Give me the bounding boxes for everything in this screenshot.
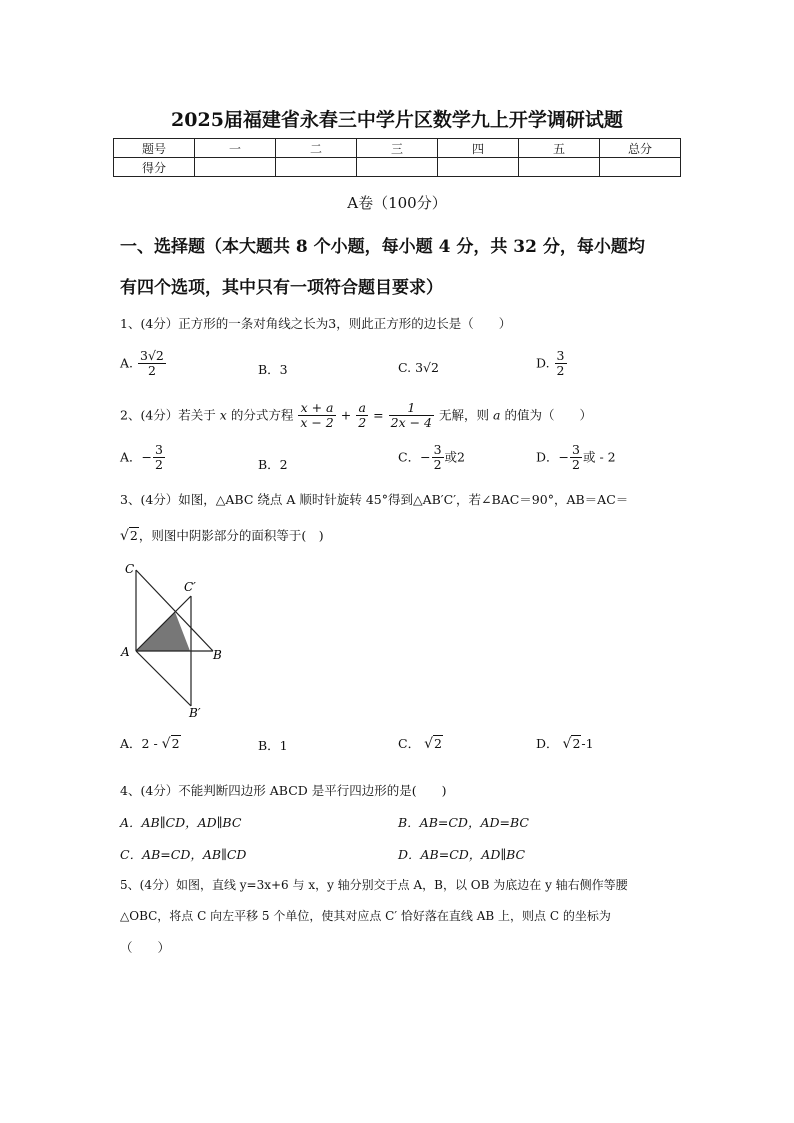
q2-text-post: 无解，则 [439,407,490,423]
radicand: 2 [129,528,138,543]
option-label: D． [536,449,559,465]
fraction [389,401,434,431]
q3-option-c [398,734,443,752]
q2-option-c [398,443,465,473]
score-cell [438,158,519,177]
label-b: B [213,648,222,662]
option-label: A. [120,355,134,371]
numerator: 3 [556,348,565,363]
denominator: 2 [556,363,565,379]
option-label: A． [120,736,142,751]
fraction [432,443,444,473]
table-cell: 四 [438,139,519,158]
radical: √2 [424,736,442,752]
question-5-line1: 5、(4分）如图，直线 y=3x+6 与 x，y 轴分别交于点 A，B，以 OB 为底边在 y 轴右侧作等腰 [120,878,628,892]
option-tail: 或2 [444,449,465,465]
radical: √2 [161,736,180,752]
table-cell: 三 [357,139,438,158]
q2-text-end: 的值为（ ） [504,407,592,423]
q2-variable-x: x [219,407,227,423]
q3-option-b: B．1 [258,738,288,753]
q2-text-mid: 的分式方程 [230,407,294,423]
radicand: 2 [433,736,442,751]
q2-variable-a: a [493,407,501,423]
question-4-text: 4、(4分）不能判断四边形 ABCD 是平行四边形的是( ) [120,783,447,798]
label-c-prime: C′ [184,580,196,594]
score-cell [276,158,357,177]
q3-text-end: ，则图中阴影部分的面积等于( ) [138,528,324,543]
denominator: 2 [358,415,367,431]
numerator: x + a [298,401,335,416]
q4-option-c: C．AB=CD，AB∥CD [120,847,247,862]
fraction [570,443,582,473]
fraction [356,401,368,431]
label-a: A [121,645,130,659]
option-prefix: 2 - [141,736,158,751]
question-5-line3: （ ） [120,940,171,955]
question-5-line2: △OBC，将点 C 向左平移 5 个单位，使其对应点 C′ 恰好落在直线 AB 上，则点 C 的坐标为 [120,909,611,923]
option-label: C． [398,736,421,751]
option-label: A． [120,449,142,465]
q4-option-d: D．AB=CD，AD∥BC [398,847,526,862]
paper-subtitle: A卷（100分） [347,194,447,212]
table-cell: 五 [519,139,600,158]
option-suffix: -1 [581,736,594,751]
question-3-line1: 3、(4分）如图，△ABC 绕点 A 顺时针旋转 45°得到△AB′C′，若∠BAC＝90°，AB＝AC＝ [120,492,629,507]
table-cell: 得分 [114,158,195,177]
denominator: x − 2 [300,415,334,431]
radical-value: 3√2 [415,360,439,375]
score-cell [519,158,600,177]
q2-option-b: B．2 [258,457,288,472]
q2-text-pre: 2、(4分）若关于 [120,407,216,423]
score-cell [600,158,681,177]
fraction [555,349,567,379]
q4-option-b: B．AB=CD，AD=BC [398,815,529,830]
numerator: 3√2 [140,348,164,363]
numerator: 3 [155,442,163,457]
section-heading-line1: 一、选择题（本大题共 8 个小题，每小题 4 分，共 32 分，每小题均 [120,237,645,257]
q2-option-a [120,443,166,473]
numerator: a [356,401,368,416]
table-cell: 总分 [600,139,681,158]
q1-option-d [536,349,568,379]
radical: √2 [120,528,138,544]
denominator: 2 [147,363,156,379]
option-label: C． [398,449,421,465]
score-cell [357,158,438,177]
rotated-triangle-figure [118,560,228,722]
label-b-prime: B′ [189,706,201,720]
table-cell: 一 [195,139,276,158]
option-label: D． [536,736,559,751]
option-label: C. [398,360,412,375]
q1-option-b: B．3 [258,362,288,377]
denominator: 2 [155,457,163,473]
question-2-text [120,401,592,431]
numerator: 3 [433,442,442,457]
score-cell [195,158,276,177]
segment-ab-prime [136,651,191,706]
equals-sign: = [373,407,384,423]
table-cell: 题号 [114,139,195,158]
score-table-score-row [114,158,681,177]
q2-option-d [536,443,616,473]
q3-option-a [120,734,181,752]
score-table-header-row [114,139,681,158]
numerator: 3 [572,442,580,457]
minus-sign: − [420,449,431,465]
denominator: 2x − 4 [390,415,433,431]
radical: √2 [562,736,581,752]
minus-sign: − [558,449,570,465]
radicand: 2 [171,736,180,751]
table-cell: 二 [276,139,357,158]
radicand: 2 [572,736,581,751]
page-title: 2025届福建省永春三中学片区数学九上开学调研试题 [171,109,623,131]
plus-sign: + [340,407,352,423]
fraction [298,401,335,431]
denominator: 2 [572,457,580,473]
q1-option-a [120,349,167,379]
question-1-text: 1、(4分）正方形的一条对角线之长为3，则此正方形的边长是（ ） [120,316,512,331]
q3-option-d [536,734,594,752]
score-table [113,138,681,177]
option-label: D. [536,355,550,371]
fraction [138,349,166,379]
minus-sign: − [141,449,153,465]
q4-option-a: A．AB∥CD，AD∥BC [120,815,242,830]
question-3-line2 [120,526,324,544]
section-heading-line2: 有四个选项，其中只有一项符合题目要求） [120,278,443,298]
q1-option-c [398,360,439,375]
fraction [153,443,165,473]
option-tail: 或 - 2 [582,449,616,465]
denominator: 2 [433,457,442,473]
label-c: C [125,562,135,576]
numerator: 1 [389,401,434,416]
